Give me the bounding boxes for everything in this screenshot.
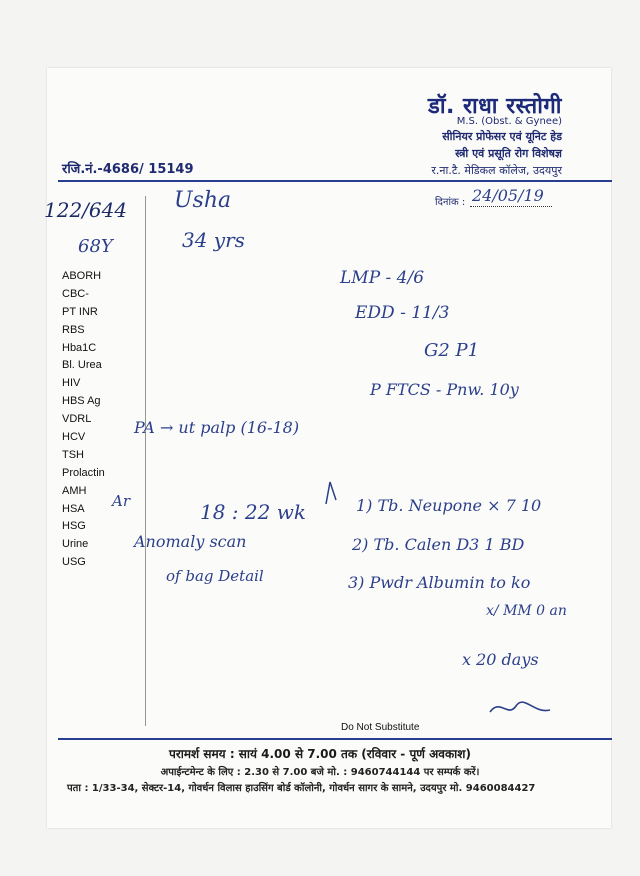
footer-divider	[58, 738, 612, 740]
note-edd: EDD - 11/3	[355, 303, 450, 323]
patient-name: Usha	[174, 188, 232, 213]
test-item: AMH	[62, 484, 87, 497]
test-item: RBS	[62, 323, 85, 336]
test-item: HSA	[62, 502, 85, 515]
test-item: Prolactin	[62, 466, 105, 479]
test-item: Hba1C	[62, 341, 97, 354]
header-divider	[58, 180, 612, 182]
test-list	[62, 268, 105, 572]
rx-duration: x 20 days	[462, 650, 539, 669]
test-item: HSG	[62, 520, 86, 533]
note-lmp: LMP - 4/6	[340, 268, 425, 288]
rx-line-2: 2) Tb. Calen D3 1 BD	[352, 535, 525, 554]
note-gravida: G2 P1	[424, 340, 480, 361]
designation: सीनियर प्रोफेसर एवं यूनिट हेड	[442, 130, 562, 143]
test-item: CBC-	[62, 287, 89, 300]
date-value: 24/05/19	[472, 186, 544, 205]
date-label: दिनांक :	[435, 197, 466, 208]
note-anomaly-scan: Anomaly scan	[134, 532, 247, 551]
test-item: HBS Ag	[62, 395, 101, 408]
margin-line	[145, 196, 146, 726]
test-item: PT INR	[62, 305, 98, 318]
address: पता : 1/33-34, सेक्टर-14, गोवर्धन विलास हाउसिंग बोर्ड कॉलोनी, गोवर्धन सागर के सामने, उदयपुर मो. 9460084427	[67, 783, 536, 794]
rx-line-1: 1) Tb. Neupone × 7 10	[356, 496, 542, 515]
signature-mark	[486, 696, 556, 720]
test-item: Bl. Urea	[62, 359, 102, 372]
note-history: P FTCS - Pnw. 10y	[370, 380, 519, 399]
test-item: HCV	[62, 431, 86, 444]
specialty: स्त्री एवं प्रसूति रोग विशेषज्ञ	[455, 147, 562, 160]
college: र.ना.टै. मेडिकल कॉलेज, उदयपुर	[431, 164, 562, 177]
patient-code: 68Y	[78, 236, 113, 257]
test-item: VDRL	[62, 413, 92, 426]
test-item: USG	[62, 556, 86, 569]
note-usg-prefix: Ar	[112, 492, 131, 510]
test-item: HIV	[62, 377, 81, 390]
test-item: ABORH	[62, 270, 102, 282]
date-underline	[470, 206, 552, 207]
rx-line-3: 3) Pwdr Albumin to ko	[348, 573, 531, 592]
rx-line-3b: x/ MM 0 an	[486, 603, 567, 619]
test-item: TSH	[62, 448, 84, 461]
test-item: Urine	[62, 538, 89, 551]
do-not-substitute: Do Not Substitute	[341, 722, 420, 733]
appointment-info: अपाईन्टमेन्ट के लिए : 2.30 से 7.00 बजे मो. : 9460744144 पर सम्पर्क करें।	[160, 767, 480, 778]
qualification: M.S. (Obst. & Gynee)	[456, 116, 562, 127]
doctor-name: डॉ. राधा रस्तोगी	[428, 94, 562, 119]
patient-id: 122/644	[44, 198, 128, 222]
note-weeks: 18 : 22 wk	[200, 500, 306, 524]
annotation-mark	[320, 478, 344, 508]
registration-number: रजि.नं.-4686/ 15149	[62, 162, 194, 177]
consultation-timing: परामर्श समय : सायं 4.00 से 7.00 तक (रविवार - पूर्ण अवकाश)	[169, 747, 471, 761]
note-anomaly-detail: of bag Detail	[166, 567, 264, 585]
note-pa: PA → ut palp (16-18)	[134, 418, 300, 437]
patient-age: 34 yrs	[182, 228, 245, 252]
